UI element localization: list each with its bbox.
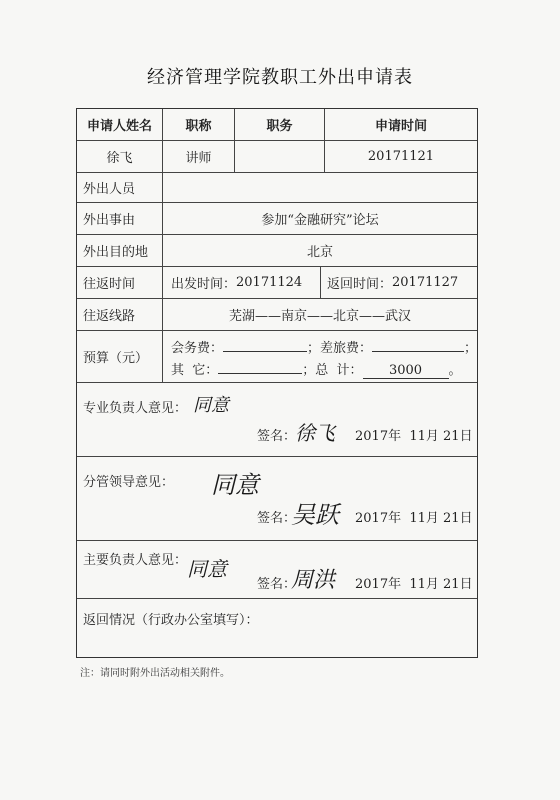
header-row xyxy=(77,109,477,141)
budget-details: 会务费： ；差旅费： ； 其 它： ；总 计： 3000 。 xyxy=(171,341,478,378)
application-form xyxy=(76,108,478,658)
division-opinion-label: 分管领导意见： xyxy=(83,475,175,490)
travelers-value xyxy=(163,173,477,202)
division-opinion-handwriting: 同意 xyxy=(211,471,259,499)
dates-row xyxy=(77,267,477,299)
division-signature: 吴跃 xyxy=(291,501,339,529)
depart-cell xyxy=(163,267,321,298)
travel-fee-label: ；差旅费： xyxy=(307,341,373,356)
footnote: 注：请同时附外出活动相关附件。 xyxy=(80,668,230,679)
total-value: 3000 xyxy=(363,363,449,379)
header-position: 职务 xyxy=(235,109,325,140)
budget-row xyxy=(77,331,477,383)
header-applicant-name: 申请人姓名 xyxy=(77,109,163,140)
applicant-title-rank: 讲师 xyxy=(163,141,235,172)
other-value xyxy=(218,373,302,374)
total-label: ；总 计： xyxy=(302,363,363,378)
applicant-position xyxy=(235,141,325,172)
main-opinion-label: 主要负责人意见： xyxy=(83,553,188,568)
return-label: 返回时间： xyxy=(327,277,393,292)
major-date: 2017年 11月 21日 xyxy=(355,429,473,444)
purpose-row xyxy=(77,203,477,235)
total-end: 。 xyxy=(448,363,462,378)
route-value: 芜湖——南京——北京——武汉 xyxy=(228,309,411,324)
destination-value: 北京 xyxy=(306,245,333,260)
header-title-rank: 职称 xyxy=(163,109,235,140)
purpose-value: 参加“金融研究”论坛 xyxy=(261,213,379,228)
depart-label: 出发时间： xyxy=(171,277,237,292)
main-opinion-section xyxy=(77,541,477,599)
budget-label: 预算（元） xyxy=(77,331,163,382)
main-signature: 周洪 xyxy=(291,568,336,593)
header-apply-date: 申请时间 xyxy=(374,119,427,134)
division-opinion-section xyxy=(77,457,477,541)
major-opinion-section xyxy=(77,383,477,457)
applicant-apply-date: 20171121 xyxy=(367,149,435,164)
other-label: 其 它： xyxy=(171,363,219,378)
main-sign-label: 签名： xyxy=(257,577,297,592)
major-opinion-handwriting: 同意 xyxy=(193,395,229,416)
conference-fee-label: 会务费： xyxy=(171,341,224,356)
return-info-label: 返回情况（行政办公室填写）： xyxy=(83,613,259,628)
division-date: 2017年 11月 21日 xyxy=(355,511,473,526)
route-label: 往返线路 xyxy=(77,299,163,330)
destination-row xyxy=(77,235,477,267)
purpose-label: 外出事由 xyxy=(77,203,163,234)
depart-value: 20171124 xyxy=(236,275,303,290)
travelers-label: 外出人员 xyxy=(77,173,163,202)
return-cell xyxy=(321,267,477,298)
main-date: 2017年 11月 21日 xyxy=(355,577,473,592)
applicant-name: 徐飞 xyxy=(77,141,163,172)
applicant-row xyxy=(77,141,477,173)
division-sign-label: 签名： xyxy=(257,511,297,526)
form-title: 经济管理学院教职工外出申请表 xyxy=(147,67,413,88)
conference-fee-value xyxy=(223,351,307,352)
main-opinion-handwriting: 同意 xyxy=(187,557,227,581)
travelers-row xyxy=(77,173,477,203)
return-value: 20171127 xyxy=(392,275,459,290)
route-row xyxy=(77,299,477,331)
dates-label: 往返时间 xyxy=(77,267,163,298)
major-opinion-label: 专业负责人意见： xyxy=(83,401,188,416)
major-signature: 徐飞 xyxy=(295,421,335,445)
destination-label: 外出目的地 xyxy=(77,235,163,266)
travel-fee-value xyxy=(372,351,464,352)
major-sign-label: 签名： xyxy=(257,429,297,444)
